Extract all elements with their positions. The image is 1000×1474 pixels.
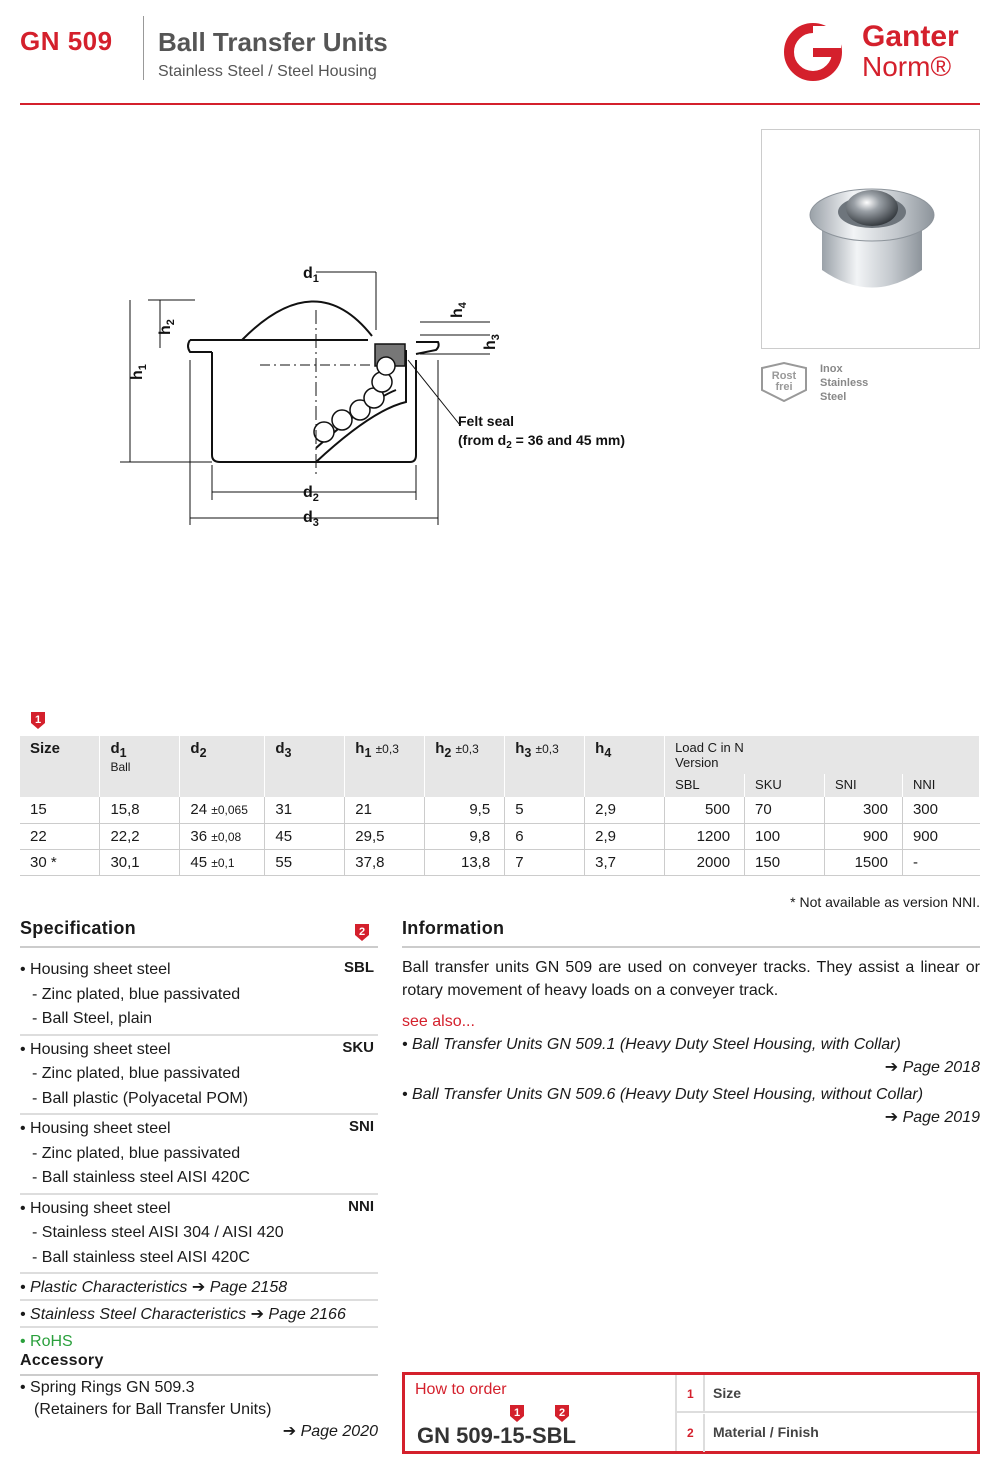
cell-h3: 5: [505, 797, 585, 823]
product-code: GN 509: [20, 26, 113, 56]
specification-list: [20, 956, 378, 1356]
cell-h1: 29,5: [345, 823, 425, 849]
spec-line: - Ball Steel, plain: [32, 1010, 153, 1027]
cell-d1: 30,1: [100, 849, 180, 875]
see-also-link[interactable]: • Ball Transfer Units GN 509.6 (Heavy Duty Steel Housing, without Collar): [402, 1086, 924, 1103]
rohs-label: • RoHS: [20, 1333, 73, 1350]
col-d3: $d_3$: [265, 736, 345, 797]
cell-size: 30 *: [20, 849, 100, 875]
col-size: Size: [20, 736, 100, 797]
cell-sbl: 2000: [665, 849, 745, 875]
spec-code: NNI: [348, 1197, 374, 1215]
spec-page-link[interactable]: • Plastic Characteristics ➔ Page 2158: [20, 1274, 378, 1301]
table-row: [20, 849, 980, 875]
information-rule: [402, 946, 980, 948]
svg-text:d1: $d_1$: [303, 265, 319, 285]
header-divider: [143, 16, 144, 80]
svg-text:frei: frei: [775, 381, 793, 393]
spec-block: [20, 1195, 378, 1275]
cell-h4: 3,7: [585, 849, 665, 875]
material-badge-icon: [354, 922, 370, 942]
page-subtitle: Stainless Steel / Steel Housing: [158, 63, 377, 80]
dimensions-table: [20, 736, 980, 876]
how-to-order-box: [402, 1372, 980, 1454]
spec-code: SBL: [344, 959, 374, 976]
col-h1: $h_1 \pm 0,3$: [345, 736, 425, 797]
table-row: [20, 797, 980, 823]
svg-text:h1: $h_1$: [129, 364, 149, 380]
cell-sni: 300: [825, 797, 903, 823]
svg-text:h4: $h_4$: [449, 302, 469, 318]
col-sni: SNI: [825, 774, 903, 797]
table-row: [20, 823, 980, 849]
specification-rule: [20, 946, 378, 948]
svg-text:1: 1: [34, 714, 42, 726]
cell-h3: 6: [505, 823, 585, 849]
cell-d2: 36 ±0,08: [180, 823, 265, 849]
cell-h2: 9,8: [425, 823, 505, 849]
spec-line: • Housing sheet steel: [20, 961, 171, 978]
table-footnote: * Not available as version NNI.: [790, 894, 980, 910]
cell-sbl: 1200: [665, 823, 745, 849]
cell-sku: 100: [745, 823, 825, 849]
ball-transfer-unit-image: [762, 130, 981, 350]
spec-line: • Housing sheet steel: [20, 1120, 171, 1137]
see-also-page[interactable]: ➔ Page 2018: [884, 1059, 980, 1076]
cell-h2: 9,5: [425, 797, 505, 823]
col-h4: $h_4$: [585, 736, 665, 797]
svg-text:d2: $d_2$: [303, 484, 319, 504]
col-nni: NNI: [902, 774, 979, 797]
svg-text:(from d2 = 36 and 45 mm): (from $d_2 = 36$ and 45 mm): [458, 432, 625, 451]
size-badge-icon: [30, 710, 46, 730]
svg-text:1: 1: [513, 1407, 521, 1419]
spec-block: [20, 956, 378, 1036]
spec-code: SNI: [348, 1118, 374, 1135]
specification-heading: Specification: [20, 918, 136, 938]
cell-h1: 21: [345, 797, 425, 823]
accessory-page-link[interactable]: ➔ Page 2020: [282, 1423, 378, 1440]
cell-sku: 70: [745, 797, 825, 823]
see-also-page[interactable]: ➔ Page 2019: [884, 1109, 980, 1126]
table-header-row: [20, 736, 980, 774]
cell-h3: 7: [505, 849, 585, 875]
spec-line: - Zinc plated, blue passivated: [32, 1065, 241, 1082]
spec-page-link[interactable]: • Stainless Steel Characteristics ➔ Page 2166: [20, 1301, 378, 1328]
spec-line: - Zinc plated, blue passivated: [32, 985, 241, 1003]
cell-sbl: 500: [665, 797, 745, 823]
spec-line: - Ball plastic (Polyacetal POM): [32, 1089, 249, 1107]
col-d1: $d_1$ Ball: [100, 736, 180, 797]
cell-d1: 22,2: [100, 823, 180, 849]
cell-sni: 900: [825, 823, 903, 849]
information-text: Ball transfer units GN 509 are used on conveyer tracks. They assist a linear or rotary movement of heavy loads on a conveyer track.: [402, 959, 980, 999]
cell-nni: -: [902, 849, 979, 875]
cell-sku: 150: [745, 849, 825, 875]
order-row-size: 1 Size: [677, 1375, 977, 1413]
svg-text:2: 2: [558, 1407, 566, 1419]
cell-d3: 31: [265, 797, 345, 823]
cell-d3: 55: [265, 849, 345, 875]
order-code: GN 509-15-SBL: [417, 1423, 576, 1448]
cell-size: 15: [20, 797, 100, 823]
order-row-material: 2 Material / Finish: [677, 1414, 977, 1452]
order-badge-1-icon: [509, 1403, 525, 1423]
cell-h4: 2,9: [585, 797, 665, 823]
cell-d2: 24 ±0,065: [180, 797, 265, 823]
col-h3: $h_3 \pm 0,3$: [505, 736, 585, 797]
cell-nni: 300: [902, 797, 979, 823]
svg-text:h2: $h_2$: [157, 319, 177, 335]
spec-block: [20, 1036, 378, 1116]
cell-h4: 2,9: [585, 823, 665, 849]
cell-nni: 900: [902, 823, 979, 849]
spec-block: [20, 1115, 378, 1195]
spec-line: • Housing sheet steel: [20, 1199, 171, 1217]
accessory-rule: [20, 1374, 378, 1376]
accessory-heading: Accessory: [20, 1352, 104, 1369]
svg-text:d3: $d_3$: [303, 509, 319, 529]
brand-name: Ganter: [862, 20, 959, 53]
product-photo: [761, 129, 980, 349]
see-also-link[interactable]: • Ball Transfer Units GN 509.1 (Heavy Duty Steel Housing, with Collar): [402, 1036, 901, 1053]
information-body: [402, 956, 980, 1129]
spec-line: - Ball stainless steel AISI 420C: [32, 1169, 250, 1186]
col-load: Load C in N Version: [665, 736, 980, 774]
spec-line: - Ball stainless steel AISI 420C: [32, 1248, 250, 1266]
cell-d2: 45 ±0,1: [180, 849, 265, 875]
spec-code: SKU: [342, 1038, 374, 1056]
information-heading: Information: [402, 918, 505, 938]
col-sku: SKU: [745, 774, 825, 797]
cell-h1: 37,8: [345, 849, 425, 875]
header-rule: [20, 103, 980, 105]
col-h2: $h_2 \pm 0,3$: [425, 736, 505, 797]
spec-line: - Stainless steel AISI 304 / AISI 420: [32, 1224, 284, 1241]
order-badge-2-icon: [554, 1403, 570, 1423]
svg-text:Rost: Rost: [771, 370, 797, 382]
cell-sni: 1500: [825, 849, 903, 875]
cell-size: 22: [20, 823, 100, 849]
svg-text:2: 2: [358, 926, 366, 938]
page-title: Ball Transfer Units: [158, 27, 388, 57]
accessory-item: • Spring Rings GN 509.3: [20, 1379, 195, 1396]
col-sbl: SBL: [665, 774, 745, 797]
material-label: Inox Stainless Steel: [820, 363, 869, 403]
cell-d3: 45: [265, 823, 345, 849]
svg-text:h3: $h_3$: [482, 334, 502, 350]
col-d2: $d_2$: [180, 736, 265, 797]
spec-line: • Housing sheet steel: [20, 1040, 171, 1058]
spec-line: - Zinc plated, blue passivated: [32, 1144, 241, 1162]
ganter-logo-icon: [783, 22, 843, 82]
cell-h2: 13,8: [425, 849, 505, 875]
how-to-order-title: How to order: [415, 1381, 507, 1398]
technical-drawing: [120, 250, 660, 540]
accessory-list: [20, 1377, 378, 1443]
cell-d1: 15,8: [100, 797, 180, 823]
rust-free-badge-icon: [760, 362, 808, 402]
svg-text:Felt seal: Felt seal: [458, 413, 515, 429]
see-also-label: see also...: [402, 1013, 475, 1030]
brand-name-2: Norm®: [862, 51, 952, 82]
accessory-item-note: (Retainers for Ball Transfer Units): [34, 1401, 272, 1418]
